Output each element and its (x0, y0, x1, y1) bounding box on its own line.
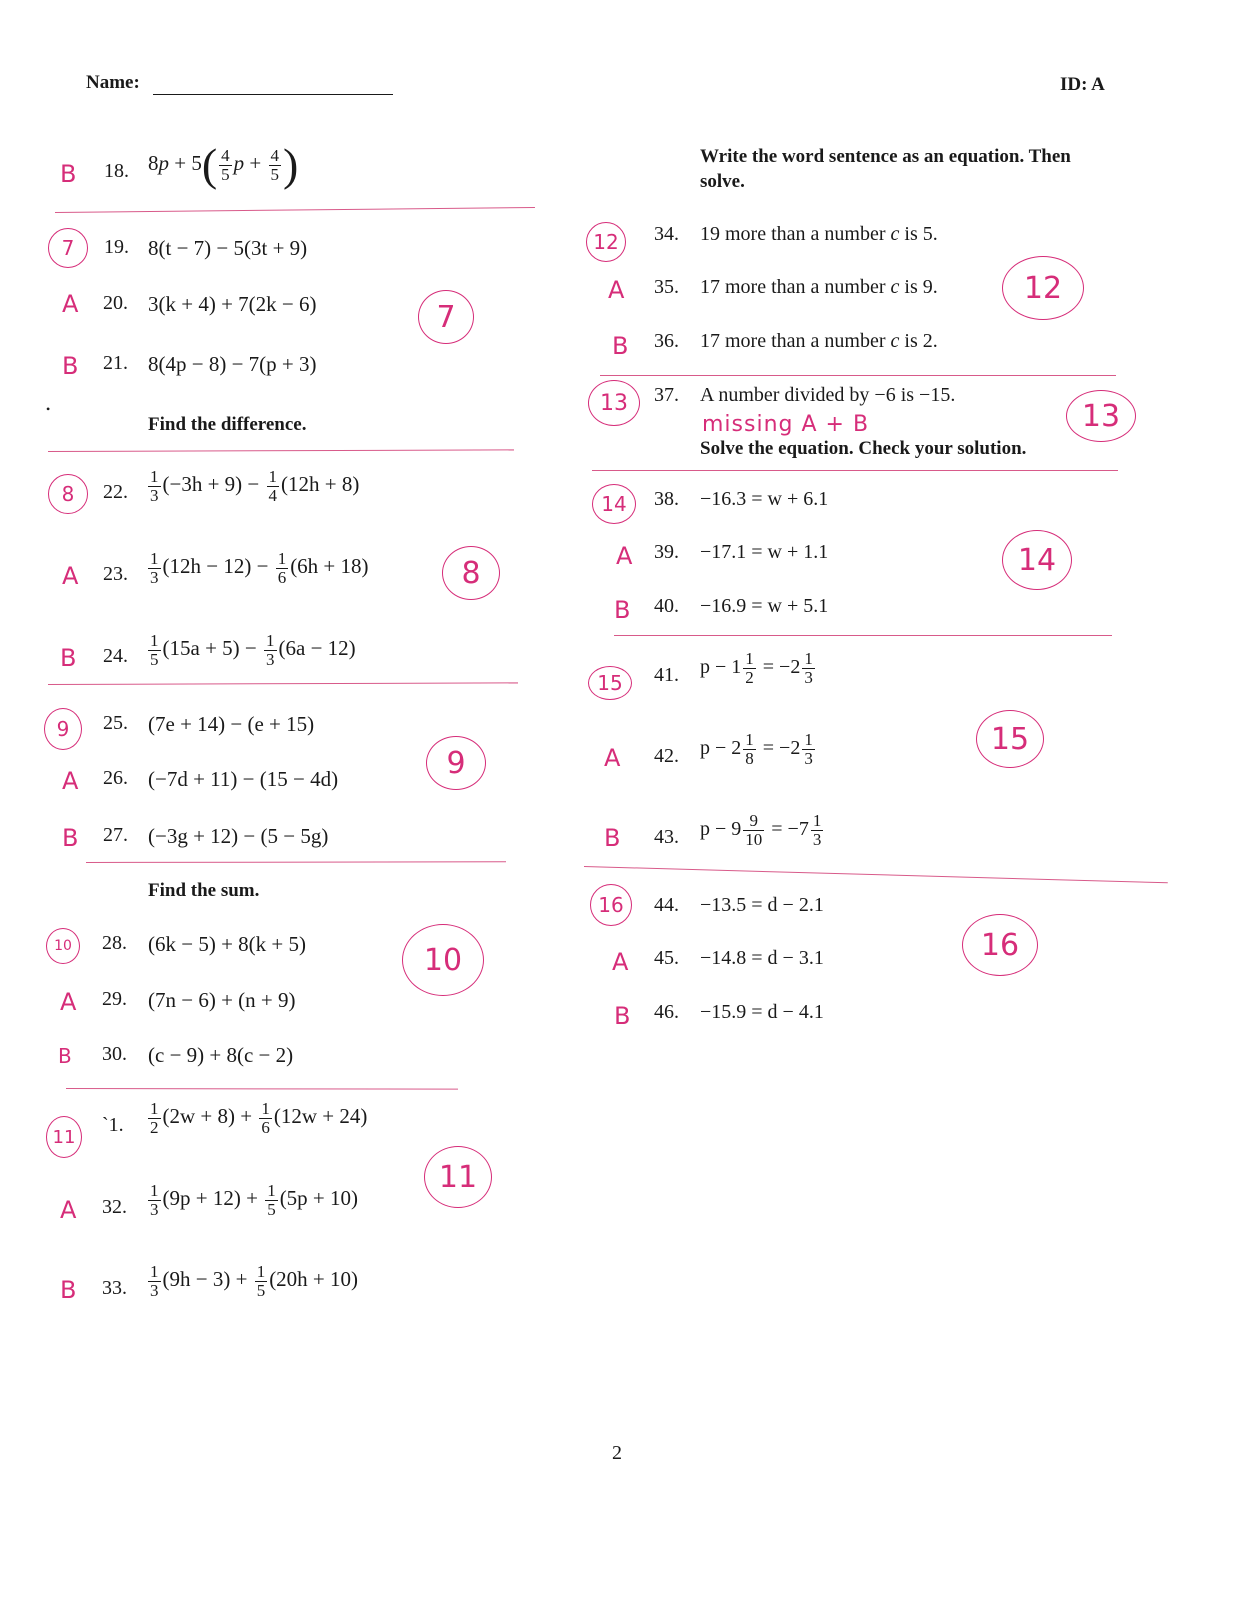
problem-expression: 8(4p − 8) − 7(p + 3) (148, 352, 317, 376)
group-circle: 14 (1002, 530, 1072, 590)
answer-mark: B (60, 1276, 77, 1304)
problem-expression: (c − 9) + 8(c − 2) (148, 1043, 294, 1067)
problem-expression: (−7d + 11) − (15 − 4d) (148, 767, 339, 791)
problem-number: 33. (102, 1277, 127, 1299)
divider-line (600, 375, 1116, 376)
problem-expression: (7e + 14) − (e + 15) (148, 712, 315, 736)
problem-number: 44. (654, 894, 679, 916)
section-heading: Find the difference. (148, 414, 307, 435)
problem-expression: −13.5 = d − 2.1 (700, 894, 824, 916)
problem-number: 29. (102, 988, 127, 1010)
problem-number: 18. (104, 160, 129, 182)
problem-number: 23. (103, 563, 128, 585)
problem-expression: (−3g + 12) − (5 − 5g) (148, 824, 329, 848)
problem-expression: $\frac{1}{2}$ (2w + 8) + $\frac{1}{6}$ (12w + 24) (150, 1099, 368, 1137)
problem-number: 32. (102, 1196, 127, 1218)
handwritten-note: missing A + B (702, 412, 870, 437)
problem-number: 20. (103, 292, 128, 314)
divider-line (86, 861, 506, 863)
problem-expression: (6k − 5) + 8(k + 5) (148, 932, 307, 956)
stray-mark: • (46, 402, 51, 416)
group-circle-mark: 14 (592, 484, 636, 524)
group-circle: 16 (962, 914, 1038, 976)
group-circle: 10 (402, 924, 484, 996)
problem-expression: −17.1 = w + 1.1 (700, 541, 829, 563)
problem-expression: −14.8 = d − 3.1 (700, 947, 824, 969)
problem-number: 36. (654, 330, 679, 352)
divider-line (48, 682, 518, 685)
group-circle-mark: 9 (44, 708, 82, 750)
answer-mark: B (604, 824, 621, 852)
group-circle-mark: 16 (590, 884, 632, 926)
answer-mark: B (614, 1002, 631, 1030)
problem-number: 27. (103, 824, 128, 846)
problem-expression: p − 2 $\frac{1}{8}$ = −2 $\frac{1}{3}$ (700, 730, 813, 768)
group-circle-mark: 15 (588, 666, 632, 700)
problem-expression: $\frac{1}{3}$ (12h − 12) − $\frac{1}{6}$ (6h + 18) (150, 549, 369, 587)
problem-expression: −16.9 = w + 5.1 (700, 595, 829, 617)
problem-number: 38. (654, 488, 679, 510)
problem-expression: $\frac{1}{5}$ (15a + 5) − $\frac{1}{3}$ (6a − 12) (150, 631, 356, 669)
problem-number: 34. (654, 223, 679, 245)
answer-mark: B (60, 644, 77, 672)
group-circle-mark: 8 (48, 474, 88, 514)
problem-number: 39. (654, 541, 679, 563)
id-label: ID: A (1060, 74, 1105, 95)
group-circle: 12 (1002, 256, 1084, 320)
problem-number: 28. (102, 932, 127, 954)
answer-mark: A (608, 276, 625, 304)
answer-mark: B (62, 824, 79, 852)
problem-text: A number divided by −6 is −15. (700, 384, 956, 406)
problem-expression: 3(k + 4) + 7(2k − 6) (148, 292, 317, 316)
problem-number: 30. (102, 1043, 127, 1065)
problem-number: 19. (104, 236, 129, 258)
answer-mark: B (614, 596, 631, 624)
problem-number: 40. (654, 595, 679, 617)
problem-expression: −16.3 = w + 6.1 (700, 488, 829, 510)
group-circle: 15 (976, 710, 1044, 768)
group-circle-mark: 12 (586, 222, 626, 262)
problem-number: 46. (654, 1001, 679, 1023)
problem-number: 21. (103, 352, 128, 374)
section-heading: Write the word sentence as an equation. Then (700, 146, 1071, 167)
problem-expression: 8p + 5( $\frac{4}{5}$ p + $\frac{4}{5}$ ) (148, 139, 299, 190)
group-circle-mark: 13 (588, 380, 640, 426)
problem-number: 37. (654, 384, 679, 406)
group-circle: 11 (424, 1146, 492, 1208)
answer-mark: A (60, 988, 77, 1016)
problem-expression: p − 1 $\frac{1}{2}$ = −2 $\frac{1}{3}$ (700, 649, 813, 687)
problem-number: `1. (102, 1114, 124, 1136)
group-circle-mark: 11 (46, 1116, 82, 1158)
problem-expression: −15.9 = d − 4.1 (700, 1001, 824, 1023)
problem-number: 35. (654, 276, 679, 298)
name-blank-line[interactable] (153, 94, 393, 95)
problem-expression: $\frac{1}{3}$ (−3h + 9) − $\frac{1}{4}$ (12h + 8) (150, 467, 360, 505)
divider-line (584, 866, 1168, 883)
answer-mark: A (616, 542, 633, 570)
section-heading-continued: solve. (700, 171, 745, 192)
problem-expression: 8(t − 7) − 5(3t + 9) (148, 236, 308, 260)
problem-text: 17 more than a number c is 2. (700, 330, 938, 352)
divider-line (55, 207, 535, 213)
problem-number: 41. (654, 664, 679, 686)
divider-line (592, 470, 1118, 471)
problem-number: 26. (103, 767, 128, 789)
group-circle: 13 (1066, 390, 1136, 442)
group-circle-mark: 7 (48, 228, 88, 268)
problem-number: 42. (654, 745, 679, 767)
group-circle: 9 (426, 736, 486, 790)
section-heading: Find the sum. (148, 880, 260, 901)
answer-mark: A (62, 767, 79, 795)
name-label: Name: (86, 72, 140, 93)
problem-number: 43. (654, 826, 679, 848)
answer-mark: B (58, 1044, 72, 1068)
group-circle: 8 (442, 546, 500, 600)
answer-mark: B (60, 160, 77, 188)
answer-mark: A (62, 290, 79, 318)
problem-text: 19 more than a number c is 5. (700, 223, 938, 245)
problem-number: 45. (654, 947, 679, 969)
problem-number: 24. (103, 645, 128, 667)
divider-line (48, 449, 514, 452)
problem-text: 17 more than a number c is 9. (700, 276, 938, 298)
problem-expression: $\frac{1}{3}$ (9h − 3) + $\frac{1}{5}$ (20h + 10) (150, 1262, 359, 1300)
answer-mark: B (62, 352, 79, 380)
page-number: 2 (612, 1442, 622, 1464)
problem-number: 25. (103, 712, 128, 734)
answer-mark: B (612, 332, 629, 360)
group-circle-mark: 10 (46, 928, 80, 964)
problem-expression: $\frac{1}{3}$ (9p + 12) + $\frac{1}{5}$ (5p + 10) (150, 1181, 359, 1219)
answer-mark: A (62, 562, 79, 590)
problem-expression: (7n − 6) + (n + 9) (148, 988, 296, 1012)
divider-line (66, 1088, 458, 1090)
divider-line (614, 635, 1112, 636)
section-heading: Solve the equation. Check your solution. (700, 438, 1027, 459)
group-circle: 7 (418, 290, 474, 344)
problem-number: 22. (103, 481, 128, 503)
answer-mark: A (60, 1196, 77, 1224)
answer-mark: A (604, 744, 621, 772)
problem-expression: p − 9 $\frac{9}{10}$ = −7 $\frac{1}{3}$ (700, 811, 822, 849)
answer-mark: A (612, 948, 629, 976)
